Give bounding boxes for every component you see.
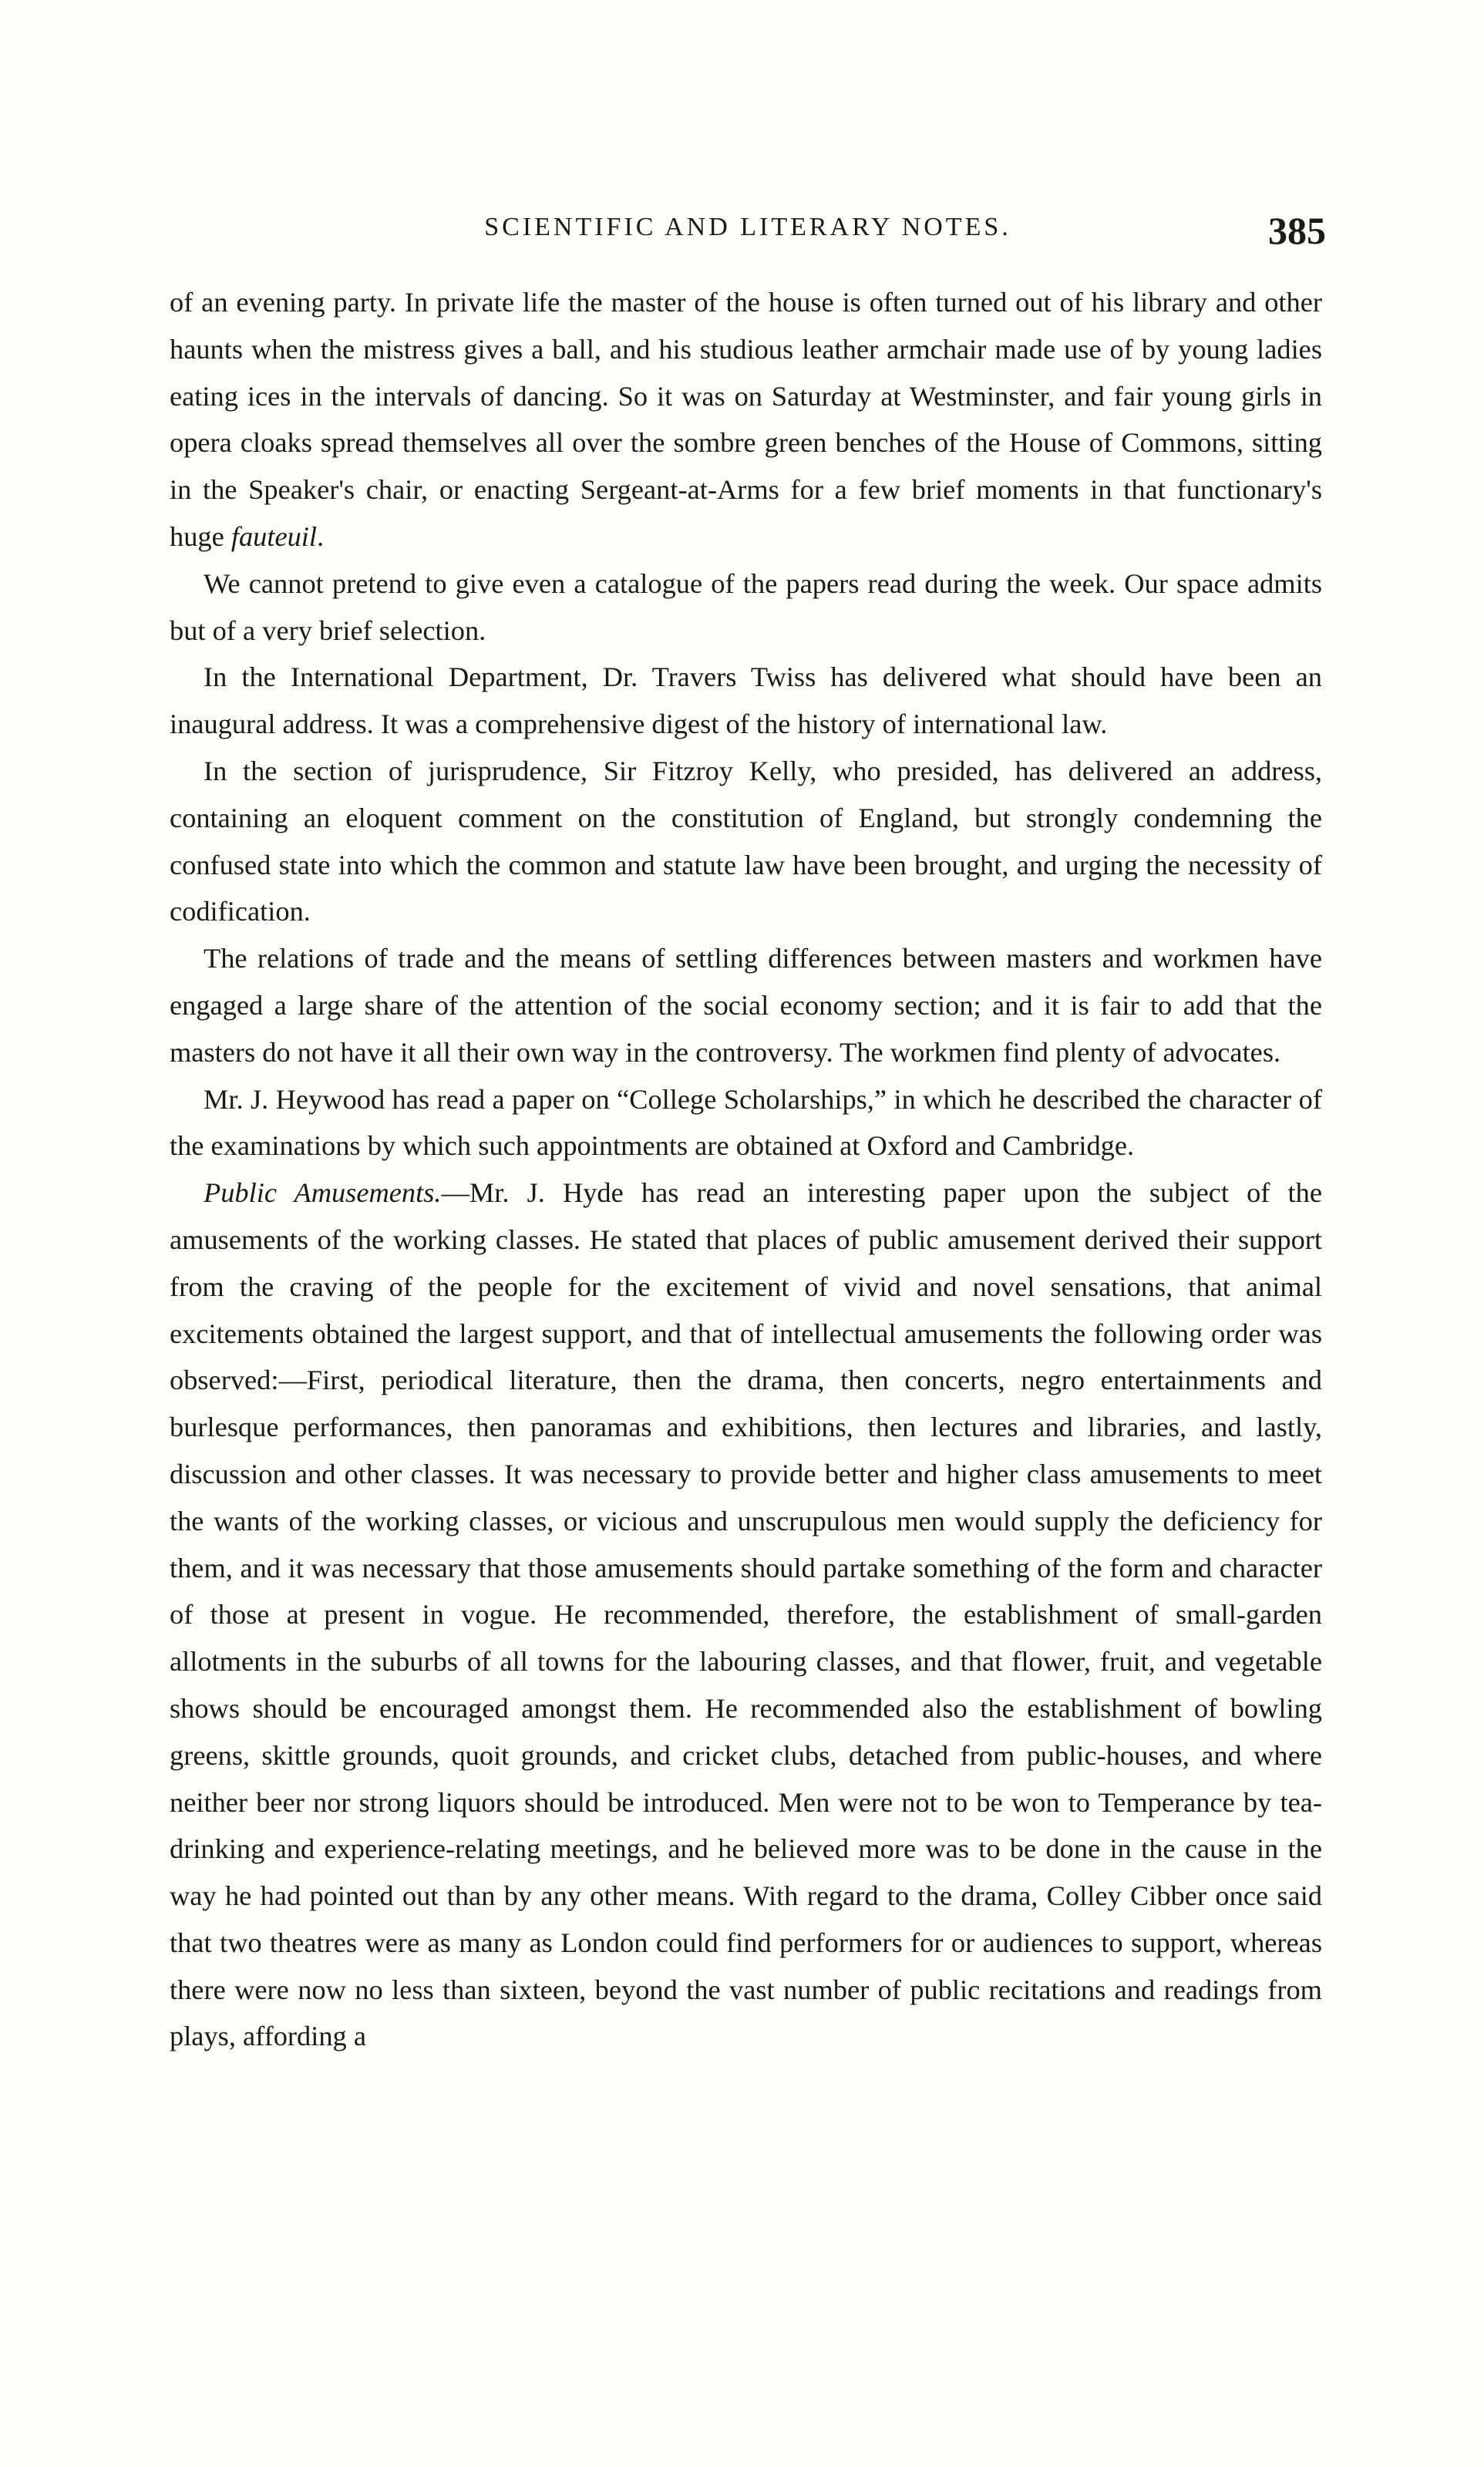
paragraph-text: of an evening party. In private life the master of the house is often turned out of his library and other haunts when the mistress gives a ball, and his studious leather armchair made use of by young ladies eating ices in the intervals of dancing. So it was on Saturday at Westminster, and fair young girls in opera cloaks spread themselves all over the sombre green benches of the House of Commons, sitting in the Speaker's chair, or enacting Sergeant-at-Arms for a few brief moments in that functionary's huge xyxy=(170,287,1322,552)
body-text xyxy=(170,279,1322,2060)
paragraph-text: In the section of jurisprudence, Sir Fitzroy Kelly, who presided, has delivered an address, containing an eloquent comment on the constitution of England, but strongly condemning the confused state into which the common and statute law have been brought, and urging the necessity of codification. xyxy=(170,755,1322,927)
paragraph-college-scholarships xyxy=(170,1076,1322,1170)
paragraph-tail: . xyxy=(317,520,325,552)
section-heading-italic: Public Amusements. xyxy=(204,1177,442,1209)
paragraph-papers-read xyxy=(170,560,1322,655)
paragraph-text: The relations of trade and the means of settling differences between masters and workmen have engaged a large share of the attention of the social economy section; and it is fair to add that the masters do not have it all their own way in the controversy. The workmen find plenty of advocates. xyxy=(170,943,1322,1068)
paragraph-text: Mr. J. Heywood has read a paper on “College Scholarships,” in which he described the character of the examinations by which such appointments are obtained at Oxford and Cambridge. xyxy=(170,1083,1322,1162)
running-title: SCIENTIFIC AND LITERARY NOTES. xyxy=(484,213,1011,241)
paragraph-jurisprudence xyxy=(170,748,1322,935)
page-number: 385 xyxy=(1268,209,1326,252)
paragraph-text: In the International Department, Dr. Travers Twiss has delivered what should have been an inaugural address. It was a comprehensive digest of the history of international law. xyxy=(170,661,1322,740)
paragraph-international-department xyxy=(170,654,1322,748)
paragraph-text: We cannot pretend to give even a catalogue of the papers read during the week. Our space admits but of a very brief selection. xyxy=(170,567,1322,646)
paragraph-text: —Mr. J. Hyde has read an interesting paper upon the subject of the amusements of the working classes. He stated that places of public amusement derived their support from the craving of the people for the excitement of vivid and novel sensations, that animal excitements obtained the largest support, and that of intellectual amusements the following order was observed:—First, periodical literature, then the drama, then concerts, negro entertainments and burlesque performances, then panoramas and exhibitions, then lectures and libraries, and lastly, discussion and other classes. It was necessary to provide better and higher class amusements to meet the wants of the working classes, or vicious and unscrupulous men would supply the deficiency for them, and it was necessary that those amusements should partake something of the form and character of those at present in vogue. He recommended, therefore, the establishment of small-garden allotments in the suburbs of all towns for the labouring classes, and that flower, fruit, and vegetable shows should be encouraged amongst them. He recommended also the establishment of bowling greens, skittle grounds, quoit grounds, and cricket clubs, detached from public-houses, and where neither beer nor strong liquors should be introduced. Men were not to be won to Temperance by tea-drinking and experience-relating meetings, and he believed more was to be done in the cause in the way he had pointed out than by any other means. With regard to the drama, Colley Cibber once said that two theatres were as many as London could find performers for or audiences to support, whereas there were now no less than sixteen, beyond the vast number of public recitations and readings from plays, affording a xyxy=(170,1177,1322,2052)
paragraph-public-amusements xyxy=(170,1170,1322,2060)
running-head xyxy=(170,209,1326,259)
paragraph-trade-relations xyxy=(170,935,1322,1075)
italic-word: fauteuil xyxy=(231,520,318,552)
paragraph-evening-party xyxy=(170,279,1322,560)
